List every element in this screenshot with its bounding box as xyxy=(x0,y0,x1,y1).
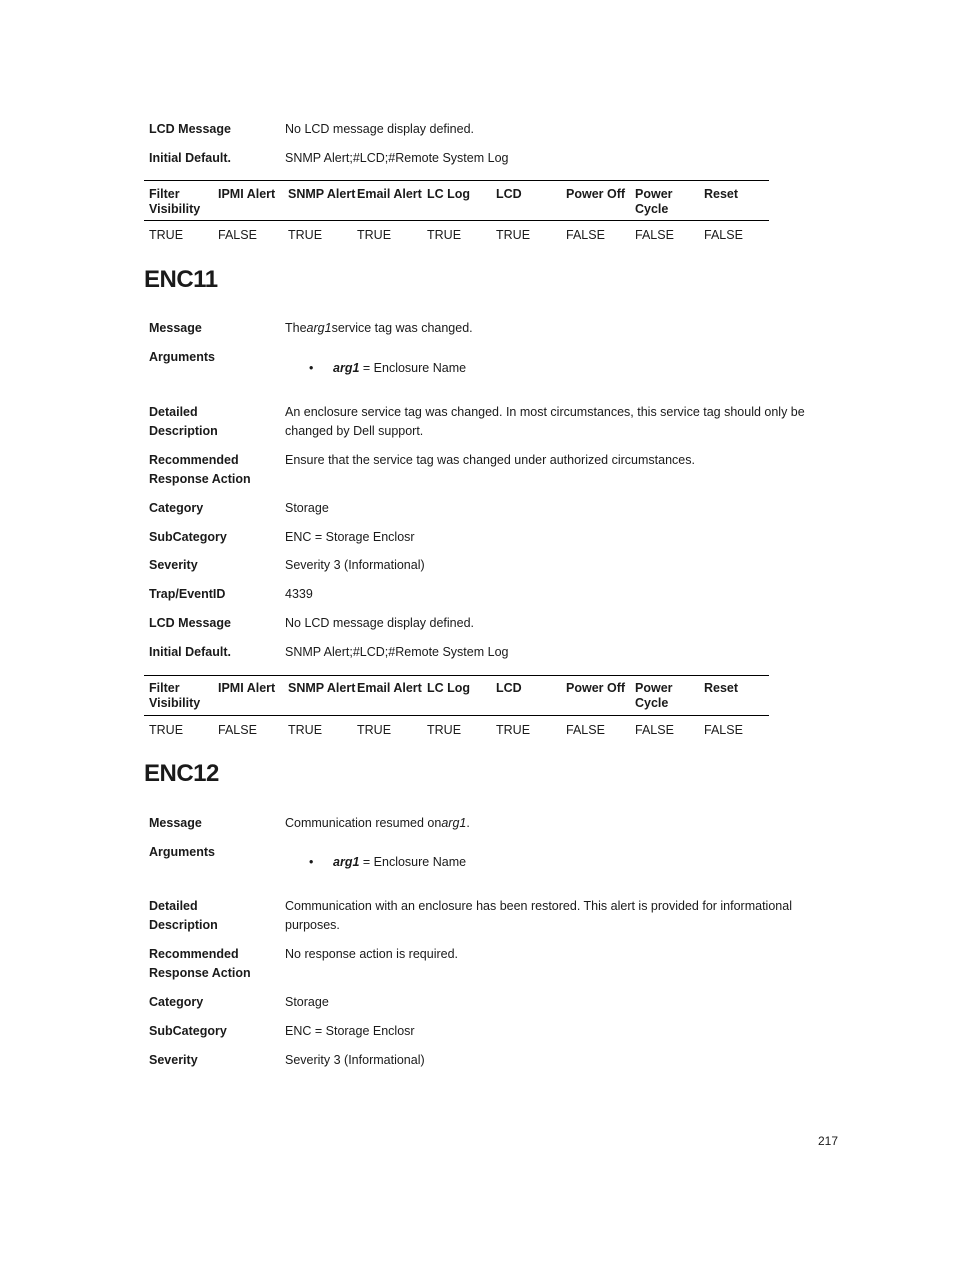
table-header: LC Log xyxy=(427,187,471,201)
table-cell: TRUE xyxy=(357,228,392,242)
table-header: Reset xyxy=(704,187,739,201)
table-cell: FALSE xyxy=(566,228,605,242)
table-cell: FALSE xyxy=(218,228,257,242)
table-header: Email Alert xyxy=(357,681,422,695)
table-cell: FALSE xyxy=(635,228,674,242)
detailed-description-label: Detailed Description xyxy=(149,899,218,932)
message-label: Message xyxy=(149,816,202,830)
subcategory-label: SubCategory xyxy=(149,530,227,544)
recommended-action-value: Ensure that the service tag was changed under authorized circumstances. xyxy=(285,453,695,467)
lcd-message-value: No LCD message display defined. xyxy=(285,122,474,136)
table-header: Filter Visibility xyxy=(149,187,201,216)
argument-item: arg1 = Enclosure Name xyxy=(333,855,467,869)
recommended-action-value: No response action is required. xyxy=(285,947,459,961)
category-label: Category xyxy=(149,501,204,515)
detailed-description-value: Communication with an enclosure has been restored. This alert is provided for informational purposes. xyxy=(285,899,792,932)
detailed-description-label: Detailed Description xyxy=(149,405,218,438)
initial-default-label: Initial Default. xyxy=(149,151,231,165)
severity-label: Severity xyxy=(149,1053,198,1067)
table-header: SNMP Alert xyxy=(288,187,356,201)
table-header: IPMI Alert xyxy=(218,681,276,695)
table-cell: FALSE xyxy=(218,723,257,737)
recommended-action-label: Recommended Response Action xyxy=(149,453,251,486)
section-heading-enc11: ENC11 xyxy=(144,266,218,293)
initial-default-value: SNMP Alert;#LCD;#Remote System Log xyxy=(285,645,509,659)
bullet-icon: • xyxy=(309,361,314,375)
lcd-message-label: LCD Message xyxy=(149,616,231,630)
table-header: SNMP Alert xyxy=(288,681,356,695)
table-cell: FALSE xyxy=(635,723,674,737)
subcategory-label: SubCategory xyxy=(149,1024,227,1038)
table-header-rule xyxy=(144,220,769,221)
message-value: Thearg1service tag was changed. xyxy=(285,321,473,335)
table-cell: FALSE xyxy=(566,723,605,737)
table-header-rule xyxy=(144,715,769,716)
table-cell: TRUE xyxy=(496,228,531,242)
table-header: Power Cycle xyxy=(635,187,673,216)
severity-value: Severity 3 (Informational) xyxy=(285,558,425,572)
recommended-action-label: Recommended Response Action xyxy=(149,947,251,980)
arguments-label: Arguments xyxy=(149,845,215,859)
table-cell: TRUE xyxy=(149,228,184,242)
detailed-description-value: An enclosure service tag was changed. In most circumstances, this service tag should only be changed by Dell support. xyxy=(285,405,805,438)
severity-value: Severity 3 (Informational) xyxy=(285,1053,425,1067)
arguments-label: Arguments xyxy=(149,350,215,364)
message-label: Message xyxy=(149,321,202,335)
table-header: LC Log xyxy=(427,681,471,695)
table-cell: TRUE xyxy=(288,228,323,242)
table-cell: FALSE xyxy=(704,723,743,737)
subcategory-value: ENC = Storage Enclosr xyxy=(285,530,415,544)
table-header: Email Alert xyxy=(357,187,422,201)
table-header: LCD xyxy=(496,187,522,201)
page-number: 217 xyxy=(818,1134,839,1148)
severity-label: Severity xyxy=(149,558,198,572)
table-header: Reset xyxy=(704,681,739,695)
table-header: Power Off xyxy=(566,187,626,201)
table-header: IPMI Alert xyxy=(218,187,276,201)
section-heading-enc12: ENC12 xyxy=(144,760,219,787)
table-cell: TRUE xyxy=(357,723,392,737)
argument-item: arg1 = Enclosure Name xyxy=(333,361,467,375)
table-header: Filter Visibility xyxy=(149,681,201,710)
table-header: LCD xyxy=(496,681,522,695)
trap-eventid-value: 4339 xyxy=(285,587,313,601)
table-cell: TRUE xyxy=(427,723,462,737)
table-cell: TRUE xyxy=(427,228,462,242)
subcategory-value: ENC = Storage Enclosr xyxy=(285,1024,415,1038)
table-cell: FALSE xyxy=(704,228,743,242)
table-header: Power Cycle xyxy=(635,681,673,710)
lcd-message-value: No LCD message display defined. xyxy=(285,616,474,630)
category-value: Storage xyxy=(285,995,329,1009)
lcd-message-label: LCD Message xyxy=(149,122,231,136)
table-header: Power Off xyxy=(566,681,626,695)
trap-eventid-label: Trap/EventID xyxy=(149,587,226,601)
table-cell: TRUE xyxy=(288,723,323,737)
message-value: Communication resumed onarg1. xyxy=(285,816,470,830)
category-value: Storage xyxy=(285,501,329,515)
initial-default-value: SNMP Alert;#LCD;#Remote System Log xyxy=(285,151,509,165)
table-top-rule xyxy=(144,675,769,676)
table-cell: TRUE xyxy=(496,723,531,737)
initial-default-label: Initial Default. xyxy=(149,645,231,659)
bullet-icon: • xyxy=(309,855,314,869)
table-cell: TRUE xyxy=(149,723,184,737)
table-top-rule xyxy=(144,180,769,181)
category-label: Category xyxy=(149,995,204,1009)
